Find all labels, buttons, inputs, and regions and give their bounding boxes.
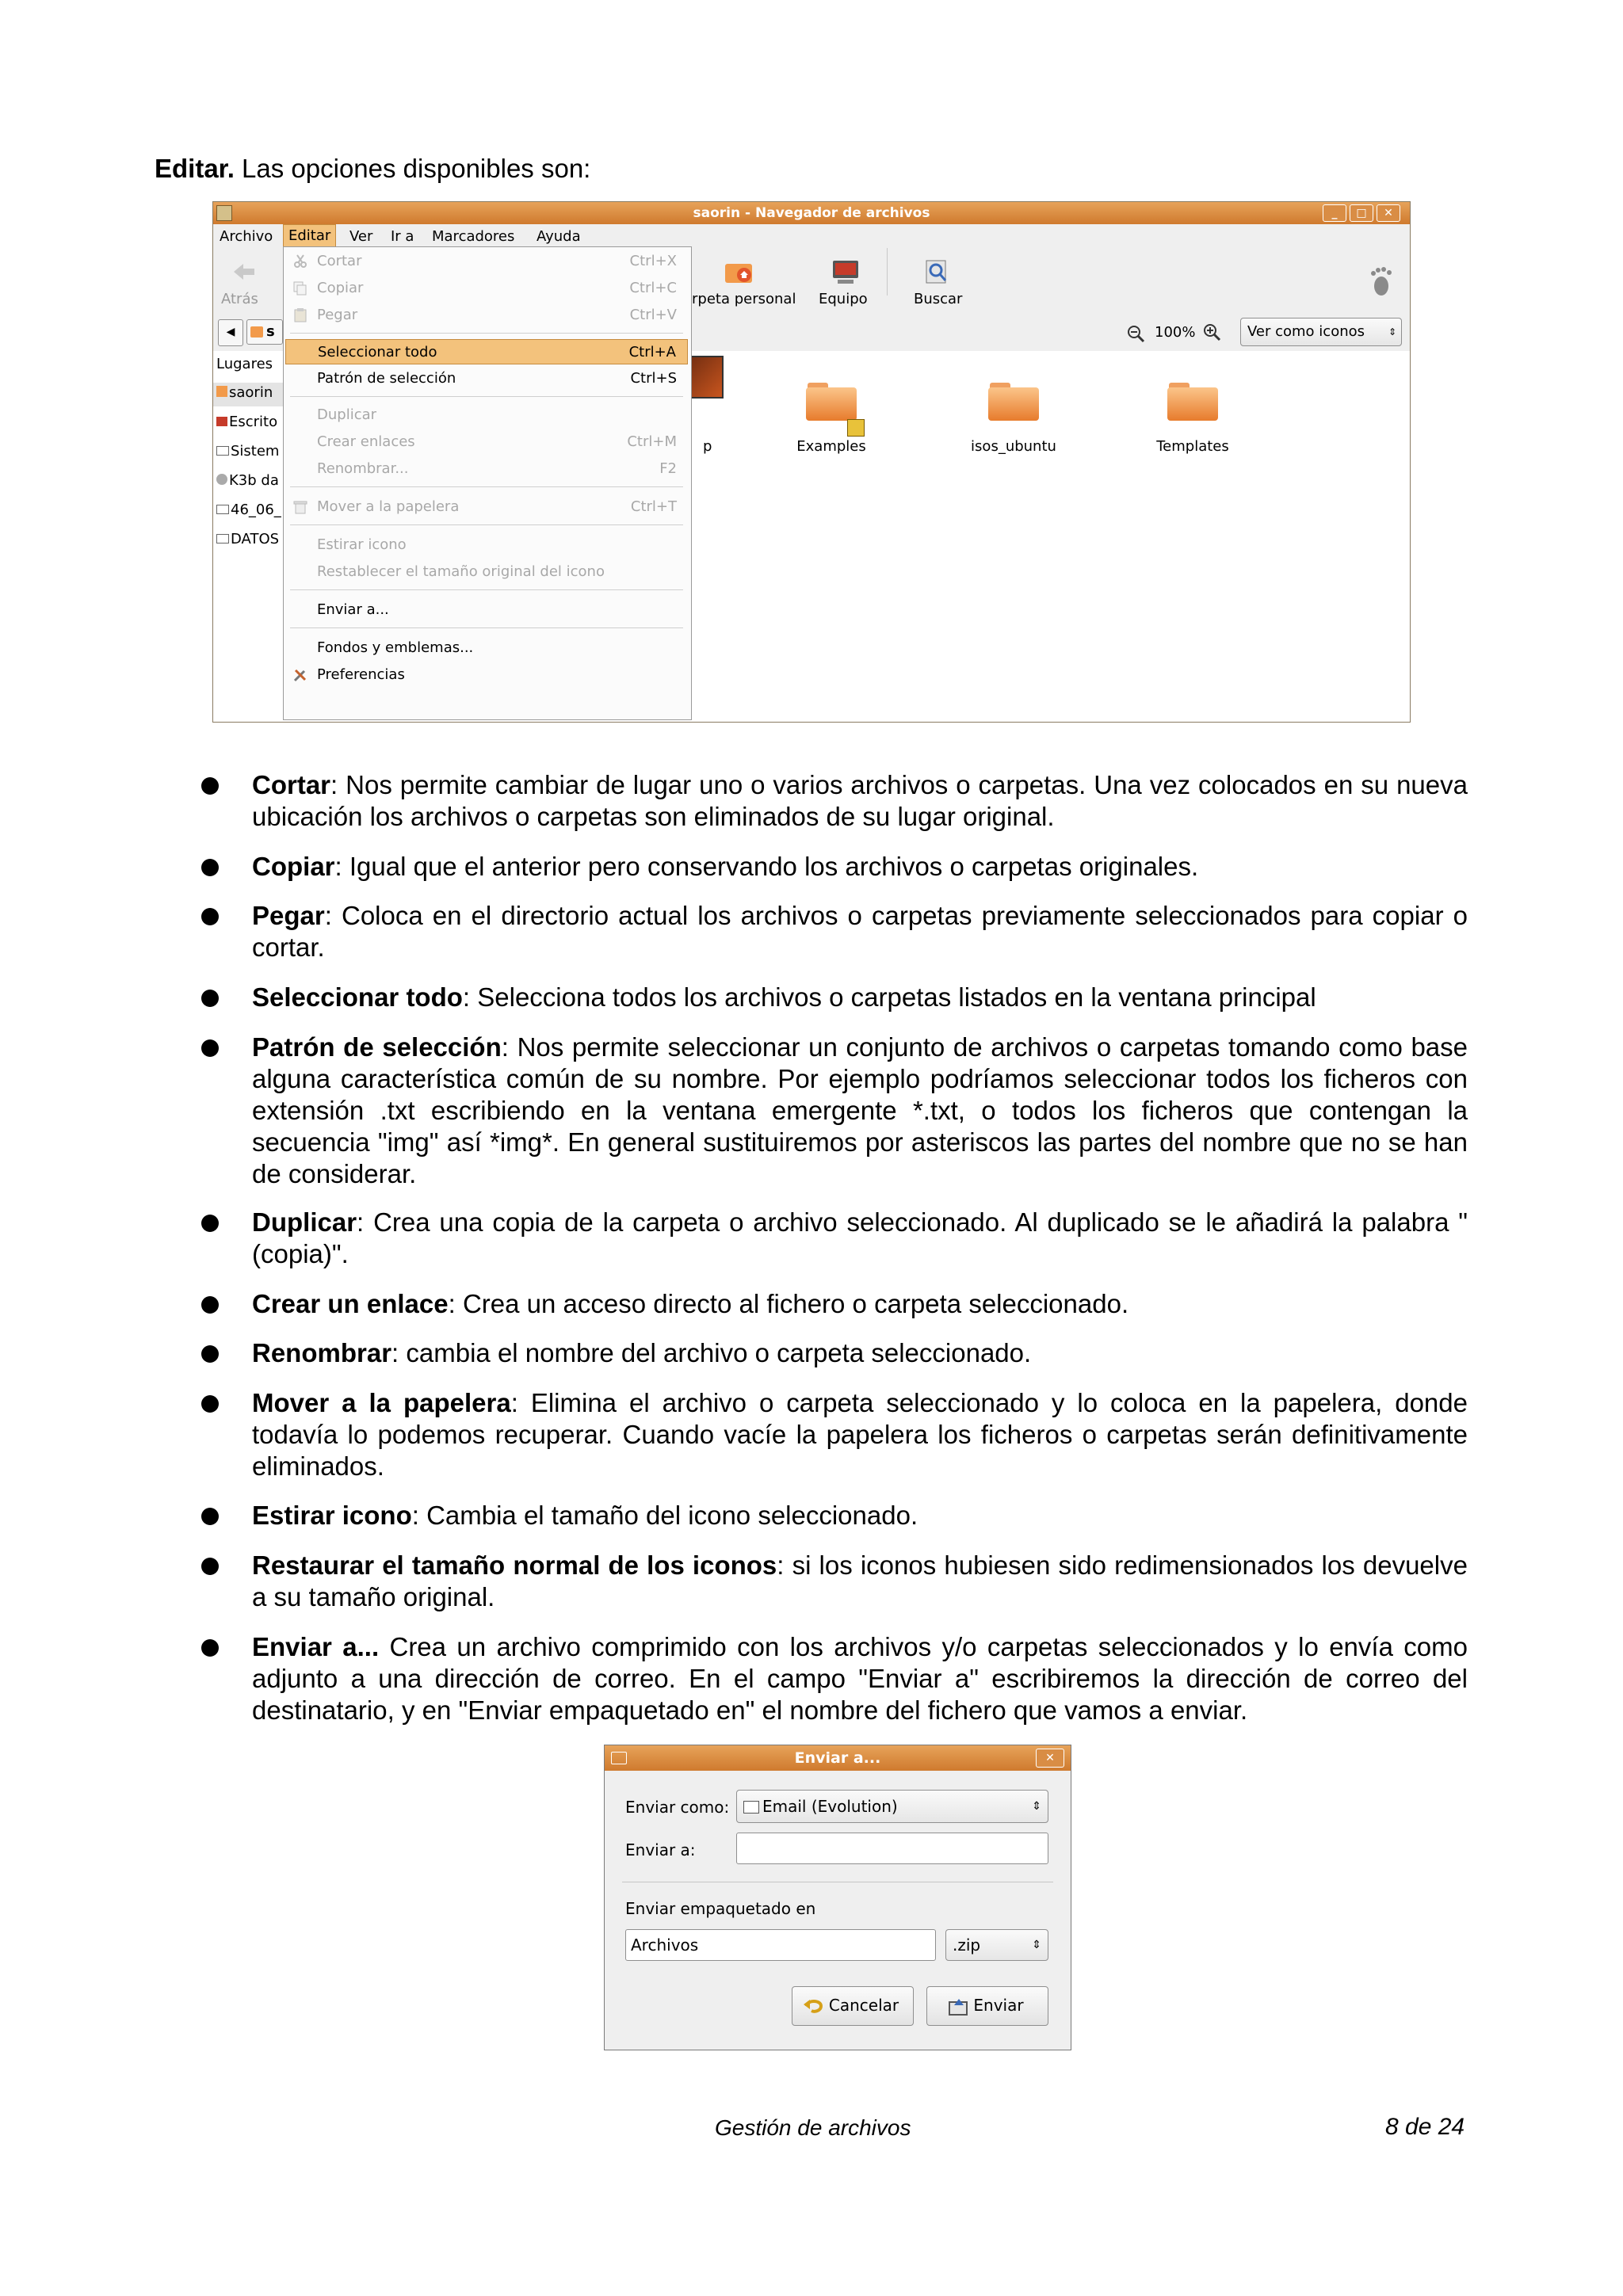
- home-folder-icon: [216, 386, 227, 397]
- bullet-dot: [201, 990, 219, 1007]
- bullet-text: Elimina el archivo o carpeta seleccionado y lo coloca en la papelera, donde todavía lo podemos recuperar. Cuando vacíe la papelera los ficheros o carpetas serán definitivamente eliminados.: [252, 1388, 1468, 1481]
- computer-icon: [830, 259, 861, 286]
- path-left-button[interactable]: ◀: [218, 319, 243, 346]
- send-label: Enviar: [973, 1996, 1024, 2015]
- menu-separator: [290, 396, 683, 397]
- bullet-term: Restaurar el tamaño normal de los iconos: [252, 1550, 777, 1580]
- menu-item-seleccionar-todo[interactable]: [285, 339, 688, 364]
- sidebar-label: Escrito: [229, 414, 278, 430]
- intro-text: Las opciones disponibles son:: [234, 154, 591, 183]
- send-as-select[interactable]: [736, 1790, 1048, 1823]
- view-mode-select[interactable]: [1240, 318, 1402, 346]
- sidebar-item-datos[interactable]: [216, 531, 279, 547]
- menu-item-duplicar[interactable]: [285, 402, 688, 428]
- menu-item-pegar[interactable]: [285, 303, 688, 328]
- menu-item-label: Fondos y emblemas...: [317, 639, 474, 656]
- bullet-item-copiar: [252, 851, 1468, 883]
- menu-item-label: Seleccionar todo: [318, 344, 437, 360]
- intro-bold: Editar.: [155, 154, 235, 183]
- bullet-text: Nos permite cambiar de lugar uno o varios archivos o carpetas. Una vez colocados en su nueva ubicación los archivos o carpetas son eliminados de su lugar original.: [252, 770, 1468, 831]
- scissors-icon: [293, 254, 307, 269]
- bullet-text: si los iconos hubiesen sido redimensionados los devuelve a su tamaño original.: [252, 1550, 1468, 1611]
- desktop-icon: [216, 417, 227, 426]
- bullet-term: Seleccionar todo: [252, 982, 463, 1012]
- paste-icon: [293, 308, 307, 322]
- bullet-item-patron-seleccion: [252, 1032, 1468, 1190]
- intro-paragraph: [155, 154, 590, 184]
- bullet-dot: [201, 1296, 219, 1314]
- menu-item-shortcut: Ctrl+S: [630, 370, 677, 387]
- drive-icon: [216, 446, 229, 456]
- drive-icon: [216, 505, 229, 514]
- folder-icon: [1167, 383, 1218, 421]
- send-to-dialog: [604, 1745, 1071, 2050]
- menu-item-label: Duplicar: [317, 406, 377, 423]
- bullet-dot: [201, 1639, 219, 1657]
- window-titlebar: [213, 202, 1410, 224]
- places-header: Lugares: [216, 356, 273, 372]
- file-manager-window: [212, 201, 1411, 723]
- copy-icon: [293, 281, 307, 296]
- folder-label: isos_ubuntu: [971, 438, 1056, 455]
- menu-marcadores[interactable]: Marcadores: [432, 228, 515, 245]
- sidebar-label: K3b da: [229, 472, 279, 489]
- search-button[interactable]: [903, 254, 974, 310]
- menu-item-restablecer-tamano[interactable]: [285, 559, 688, 585]
- folder-label: Templates: [1156, 438, 1229, 455]
- menu-item-label: Pegar: [317, 307, 358, 323]
- menu-archivo[interactable]: Archivo: [220, 228, 273, 245]
- menu-item-shortcut: Ctrl+C: [629, 280, 677, 296]
- package-label: Enviar empaquetado en: [625, 1899, 816, 1918]
- window-menu-icon[interactable]: [216, 205, 232, 221]
- bullet-sep: :: [462, 982, 478, 1012]
- home-label: rpeta personal: [692, 291, 796, 307]
- close-button[interactable]: ✕: [1377, 204, 1400, 222]
- drive-icon: [216, 534, 229, 543]
- package-extension-select[interactable]: [945, 1929, 1048, 1961]
- menu-item-label: Preferencias: [317, 666, 405, 683]
- bullet-item-mover-papelera: [252, 1387, 1468, 1482]
- bullet-item-estirar-icono: [252, 1500, 1468, 1531]
- sidebar-item-k3b[interactable]: [216, 472, 279, 489]
- bullet-text: Crea una copia de la carpeta o archivo seleccionado. Al duplicado se le añadirá la palabra "(copia)".: [252, 1207, 1468, 1268]
- zoom-level[interactable]: 100%: [1155, 324, 1196, 341]
- menu-item-shortcut: F2: [659, 460, 677, 477]
- menu-item-label: Estirar icono: [317, 536, 407, 553]
- dialog-menu-icon[interactable]: [611, 1752, 627, 1764]
- menu-item-preferencias[interactable]: [285, 662, 688, 688]
- sidebar-item-filesystem[interactable]: [216, 443, 279, 460]
- send-to-input[interactable]: [736, 1833, 1048, 1864]
- bullet-term: Copiar: [252, 852, 335, 881]
- folder-examples[interactable]: [768, 383, 895, 470]
- bullet-sep: :: [448, 1289, 463, 1318]
- menu-item-shortcut: Ctrl+X: [629, 253, 677, 269]
- path-crumb-button[interactable]: [246, 319, 283, 345]
- search-label: Buscar: [914, 291, 963, 307]
- menu-separator: [290, 627, 683, 628]
- home-button[interactable]: [692, 254, 803, 310]
- zoom-out-icon[interactable]: [1126, 324, 1145, 343]
- bullet-term: Crear un enlace: [252, 1289, 449, 1318]
- bullet-item-crear-enlace: [252, 1288, 1468, 1320]
- menu-editar[interactable]: Editar: [283, 224, 336, 248]
- dialog-close-button[interactable]: ✕: [1036, 1749, 1064, 1768]
- bullet-sep: :: [330, 770, 346, 799]
- menu-item-label: Crear enlaces: [317, 433, 415, 450]
- bullet-item-renombrar: [252, 1337, 1468, 1369]
- menu-separator: [290, 589, 683, 590]
- bullet-sep: :: [324, 901, 342, 930]
- back-label: Atrás: [221, 291, 258, 307]
- menu-item-mover-papelera[interactable]: [285, 494, 688, 520]
- sidebar-item-home[interactable]: [216, 384, 273, 401]
- menu-item-renombrar[interactable]: [285, 456, 688, 482]
- bullet-sep: :: [357, 1207, 374, 1237]
- bullet-term: Cortar: [252, 770, 331, 799]
- menu-item-shortcut: Ctrl+V: [629, 307, 677, 323]
- send-button[interactable]: [926, 1986, 1048, 2026]
- folder-isos-ubuntu[interactable]: [950, 383, 1077, 470]
- footer-title: Gestión de archivos: [715, 2115, 911, 2140]
- menu-item-fondos-emblemas[interactable]: [285, 635, 688, 661]
- menu-item-shortcut: Ctrl+A: [628, 344, 676, 360]
- bullet-text: Crea un acceso directo al fichero o carpeta seleccionado.: [462, 1289, 1129, 1318]
- window-title: saorin - Navegador de archivos: [693, 205, 930, 221]
- menu-item-label: Enviar a...: [317, 601, 389, 618]
- menu-item-label: Patrón de selección: [317, 370, 456, 387]
- bullet-text: Igual que el anterior pero conservando los archivos o carpetas originales.: [349, 852, 1199, 881]
- menu-separator: [290, 524, 683, 525]
- menu-item-label: Cortar: [317, 253, 362, 269]
- bullet-dot: [201, 1215, 219, 1232]
- home-folder-icon: [724, 259, 755, 284]
- menu-ayuda[interactable]: Ayuda: [537, 228, 581, 245]
- undo-icon: [804, 1997, 824, 2016]
- lock-emblem-icon: [847, 419, 865, 437]
- bullet-term: Estirar icono: [252, 1501, 412, 1530]
- bullet-sep: [379, 1632, 389, 1661]
- folder-icon: [988, 383, 1039, 421]
- cancel-label: Cancelar: [828, 1996, 899, 2015]
- menu-ver[interactable]: Ver: [349, 228, 373, 245]
- bullet-term: Pegar: [252, 901, 325, 930]
- bullet-sep: :: [777, 1550, 792, 1580]
- menu-item-label: Restablecer el tamaño original del icono: [317, 563, 605, 580]
- menu-item-copiar[interactable]: [285, 276, 688, 301]
- menu-item-shortcut: Ctrl+M: [627, 433, 677, 450]
- sidebar-item-volume[interactable]: [216, 502, 281, 518]
- page-number: 8 de 24: [1385, 2114, 1465, 2140]
- select-arrows-icon: ⇕: [1388, 326, 1396, 338]
- menu-item-cortar[interactable]: [285, 249, 688, 274]
- bullet-text: cambia el nombre del archivo o carpeta seleccionado.: [406, 1338, 1032, 1367]
- bullet-term: Enviar a...: [252, 1632, 380, 1661]
- footprint-logo-icon: [1367, 265, 1394, 297]
- disc-icon: [216, 474, 227, 485]
- menu-item-enviar-a[interactable]: [285, 597, 688, 623]
- bullet-item-pegar: [252, 900, 1468, 963]
- bullet-item-restaurar-tamano: [252, 1550, 1468, 1613]
- bullet-text: Nos permite seleccionar un conjunto de archivos o carpetas tomando como base alguna característica común de su nombre. Por ejemplo podríamos seleccionar todos los ficheros con extensión .txt escribiendo en la ventana emergente *.txt, o todos los ficheros que contengan la secuencia "img" así *img*. En general sustituiremos por asteriscos las partes del nombre que no se han de considerar.: [252, 1032, 1468, 1188]
- minimize-button[interactable]: _: [1323, 204, 1346, 222]
- bullet-text: Coloca en el directorio actual los archivos o carpetas previamente seleccionados para copiar o cortar.: [252, 901, 1468, 962]
- package-extension-value: .zip: [953, 1936, 981, 1955]
- send-to-label: Enviar a:: [625, 1840, 696, 1859]
- bullet-item-cortar: [252, 769, 1468, 833]
- bullet-dot: [201, 1345, 219, 1363]
- menu-item-patron-seleccion[interactable]: [285, 366, 688, 391]
- trash-icon: [293, 500, 307, 514]
- package-name-input[interactable]: Archivos: [625, 1929, 936, 1961]
- bullet-sep: :: [510, 1388, 531, 1417]
- bullet-dot: [201, 1558, 219, 1575]
- bullet-dot: [201, 1039, 219, 1057]
- bullet-dot: [201, 908, 219, 925]
- dialog-titlebar: [605, 1745, 1071, 1771]
- computer-label: Equipo: [819, 291, 868, 307]
- send-package-icon: [948, 1997, 968, 2016]
- sidebar-label: saorin: [229, 384, 273, 401]
- menu-item-estirar-icono[interactable]: [285, 532, 688, 558]
- bullet-text: Crea un archivo comprimido con los archivos y/o carpetas seleccionados y lo envía como adjunto a una dirección de correo. En el campo "Enviar a" escribiremos la dirección de correo del destinatario, y en "Enviar empaquetado en" el nombre del fichero que vamos a enviar.: [252, 1632, 1468, 1725]
- cancel-button[interactable]: [792, 1986, 914, 2026]
- bullet-sep: :: [334, 852, 349, 881]
- bullet-term: Renombrar: [252, 1338, 392, 1367]
- menu-item-crear-enlaces[interactable]: [285, 429, 688, 455]
- path-crumb-label: s: [266, 323, 275, 340]
- send-as-label: Enviar como:: [625, 1798, 730, 1817]
- menu-separator: [290, 333, 683, 334]
- back-arrow-icon: [232, 262, 256, 281]
- search-icon: [923, 259, 952, 286]
- sidebar-label: DATOS: [231, 531, 280, 547]
- preferences-tools-icon: [293, 668, 307, 682]
- menu-ir-a[interactable]: Ir a: [391, 228, 414, 245]
- sidebar-item-desktop[interactable]: [216, 414, 277, 430]
- bullet-text: Cambia el tamaño del icono seleccionado.: [426, 1501, 918, 1530]
- email-envelope-icon: [743, 1801, 759, 1814]
- bullet-item-enviar-a: [252, 1631, 1468, 1726]
- sidebar-label: 46_06_: [231, 502, 281, 518]
- bullet-term: Patrón de selección: [252, 1032, 502, 1062]
- menubar: [213, 224, 1410, 248]
- sidebar-label: Sistem: [231, 443, 280, 460]
- dialog-title: Enviar a...: [794, 1749, 881, 1767]
- places-sidebar: [213, 351, 285, 723]
- bullet-sep: :: [411, 1501, 427, 1530]
- folder-templates[interactable]: [1129, 383, 1256, 470]
- menu-item-label: Mover a la papelera: [317, 498, 460, 515]
- menu-item-label: Copiar: [317, 280, 364, 296]
- folder-label: Examples: [796, 438, 866, 455]
- edit-menu-dropdown: [283, 246, 692, 720]
- select-arrows-icon: ⇕: [1032, 1800, 1041, 1813]
- send-as-value: Email (Evolution): [762, 1797, 898, 1816]
- folder-icon: [806, 383, 857, 421]
- select-arrows-icon: ⇕: [1032, 1939, 1041, 1951]
- menu-item-shortcut: Ctrl+T: [630, 498, 677, 515]
- bullet-text: Selecciona todos los archivos o carpetas listados en la ventana principal: [477, 982, 1316, 1012]
- bullet-item-duplicar: [252, 1207, 1468, 1270]
- bullet-dot: [201, 1395, 219, 1413]
- menu-separator: [290, 486, 683, 487]
- bullet-term: Duplicar: [252, 1207, 357, 1237]
- bullet-sep: :: [501, 1032, 517, 1062]
- computer-button[interactable]: [814, 254, 877, 310]
- bullet-term: Mover a la papelera: [252, 1388, 511, 1417]
- menu-item-label: Renombrar...: [317, 460, 409, 477]
- home-crumb-icon: [250, 326, 263, 338]
- bullet-dot: [201, 1508, 219, 1525]
- maximize-button[interactable]: □: [1350, 204, 1373, 222]
- view-mode-value: Ver como iconos: [1247, 323, 1365, 340]
- bullet-item-seleccionar-todo: [252, 982, 1468, 1013]
- back-button[interactable]: [221, 254, 272, 310]
- toolbar-separator: [887, 248, 888, 296]
- partial-file-label: p: [703, 438, 712, 455]
- bullet-dot: [201, 777, 219, 795]
- zoom-in-icon[interactable]: [1202, 322, 1221, 341]
- bullet-dot: [201, 859, 219, 876]
- bullet-sep: :: [391, 1338, 407, 1367]
